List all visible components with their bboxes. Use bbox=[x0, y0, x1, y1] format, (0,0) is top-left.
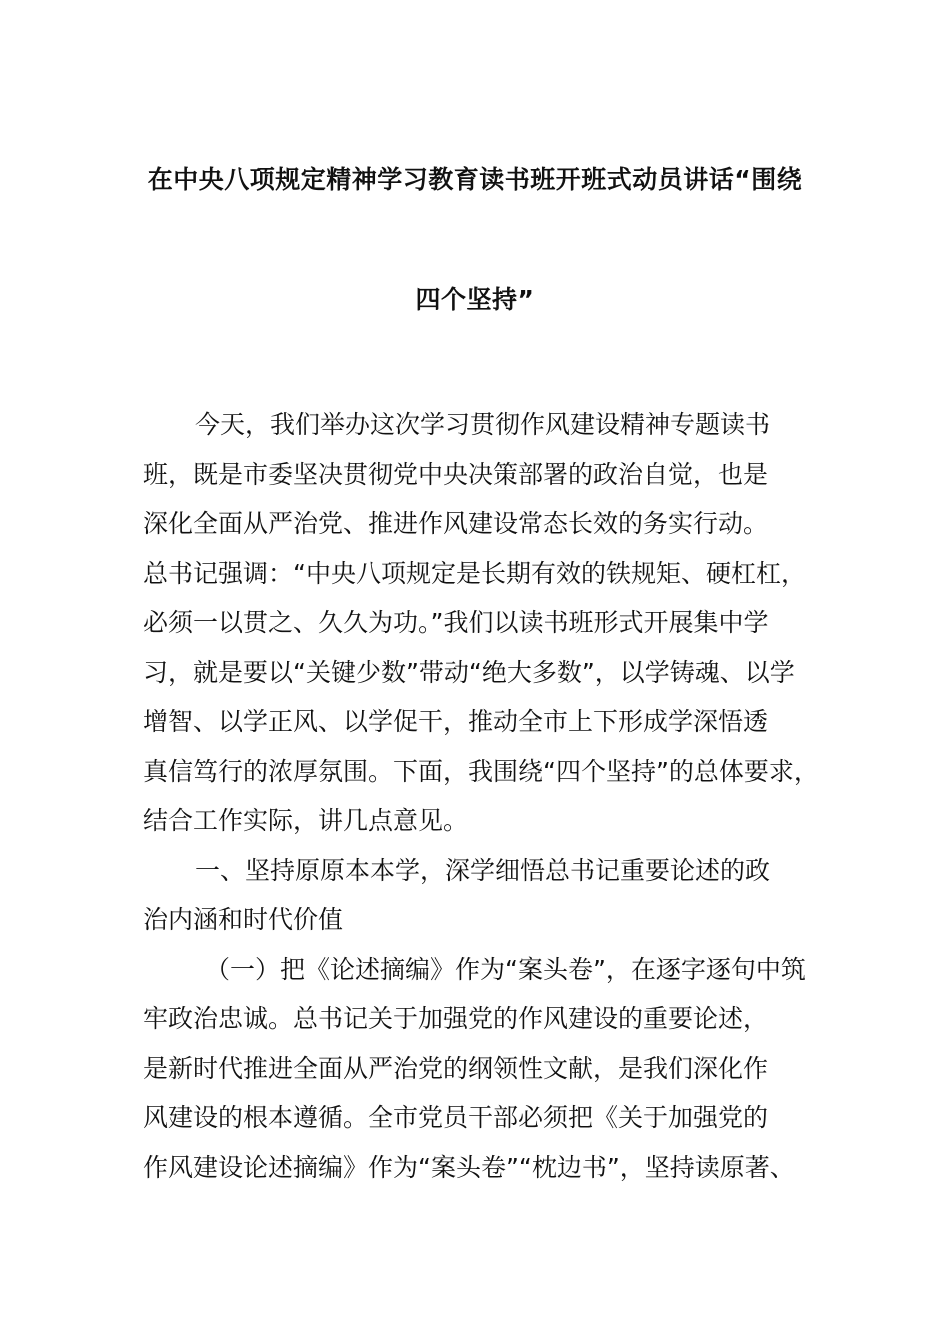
body-line: 必须一以贯之、久久为功。”我们以读书班形式开展集中学 bbox=[143, 608, 769, 637]
body-line: 深化全面从严治党、推进作风建设常态长效的务实行动。 bbox=[143, 509, 769, 538]
subsection-line: （一）把《论述摘编》作为“案头卷”，在逐字逐句中筑 bbox=[205, 954, 806, 984]
body-line: 班，既是市委坚决贯彻党中央决策部署的政治自觉，也是 bbox=[143, 459, 769, 489]
body-line: 是新时代推进全面从严治党的纲领性文献，是我们深化作 bbox=[143, 1053, 769, 1083]
body-line: 今天，我们举办这次学习贯彻作风建设精神专题读书 bbox=[195, 410, 771, 439]
body-line: 习，就是要以“关键少数”带动“绝大多数”，以学铸魂、以学 bbox=[143, 657, 795, 687]
body-line: 风建设的根本遵循。全市党员干部必须把《关于加强党的 bbox=[143, 1103, 769, 1132]
body-line: 结合工作实际，讲几点意见。 bbox=[143, 806, 469, 835]
document-body bbox=[143, 400, 843, 1192]
document-title-line-1: 在中央八项规定精神学习教育读书班开班式动员讲话“围绕 bbox=[147, 165, 803, 194]
body-line: 总书记强调：“中央八项规定是长期有效的铁规矩、硬杠杠， bbox=[143, 558, 806, 588]
body-line: 增智、以学正风、以学促干，推动全市上下形成学深悟透 bbox=[143, 707, 769, 736]
body-line: 作风建设论述摘编》作为“案头卷”“枕边书”，坚持读原著、 bbox=[143, 1152, 795, 1182]
body-line: 真信笃行的浓厚氛围。下面，我围绕“四个坚持”的总体要求， bbox=[143, 756, 819, 786]
section-heading-line: 一、坚持原原本本学，深学细悟总书记重要论述的政 bbox=[195, 855, 771, 885]
section-heading-line: 治内涵和时代价值 bbox=[143, 905, 344, 934]
body-line: 牢政治忠诚。总书记关于加强党的作风建设的重要论述， bbox=[143, 1004, 769, 1033]
document-title-line-2: 四个坚持” bbox=[415, 285, 535, 314]
